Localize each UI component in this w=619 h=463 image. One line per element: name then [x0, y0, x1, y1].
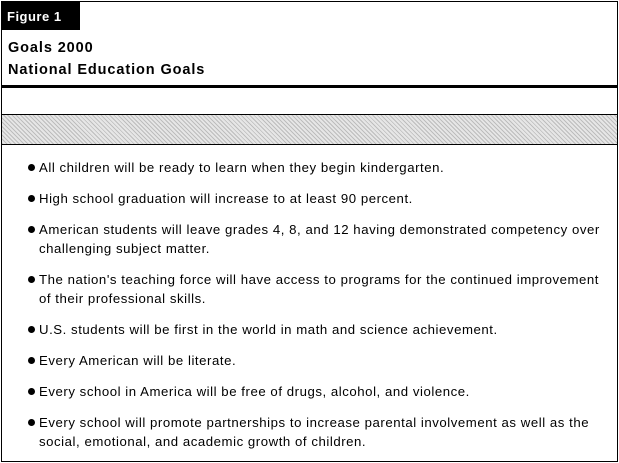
goal-text: High school graduation will increase to at least 90 percent.	[39, 191, 413, 206]
bullet-icon	[28, 357, 35, 364]
header-divider-thick	[2, 85, 617, 88]
list-item	[28, 270, 608, 308]
shaded-band	[2, 115, 617, 145]
goal-text: American students will leave grades 4, 8, and 12 having demonstrated competency over challenging subject matter.	[39, 222, 600, 256]
goals-list	[28, 158, 608, 463]
page-title	[8, 37, 205, 81]
goal-text: All children will be ready to learn when they begin kindergarten.	[39, 160, 445, 175]
list-item	[28, 189, 608, 208]
list-item	[28, 320, 608, 339]
list-item	[28, 220, 608, 258]
bullet-icon	[28, 276, 35, 283]
bullet-icon	[28, 164, 35, 171]
bullet-icon	[28, 419, 35, 426]
bullet-icon	[28, 326, 35, 333]
title-line-1: Goals 2000	[8, 40, 94, 56]
bullet-icon	[28, 226, 35, 233]
title-line-2: National Education Goals	[8, 62, 206, 78]
goal-text: The nation's teaching force will have access to programs for the continued improvement of their professional skills.	[39, 272, 599, 306]
goal-text: Every school will promote partnerships to increase parental involvement as well as the social, emotional, and academic growth of children.	[39, 415, 590, 449]
goal-text: Every American will be literate.	[39, 353, 237, 368]
list-item	[28, 382, 608, 401]
list-item	[28, 158, 608, 177]
figure-frame	[1, 1, 618, 462]
list-item	[28, 413, 608, 451]
goal-text: U.S. students will be first in the world in math and science achievement.	[39, 322, 498, 337]
list-item	[28, 351, 608, 370]
bullet-icon	[28, 388, 35, 395]
bullet-icon	[28, 195, 35, 202]
goal-text: Every school in America will be free of drugs, alcohol, and violence.	[39, 384, 470, 399]
figure-label: Figure 1	[2, 2, 80, 30]
